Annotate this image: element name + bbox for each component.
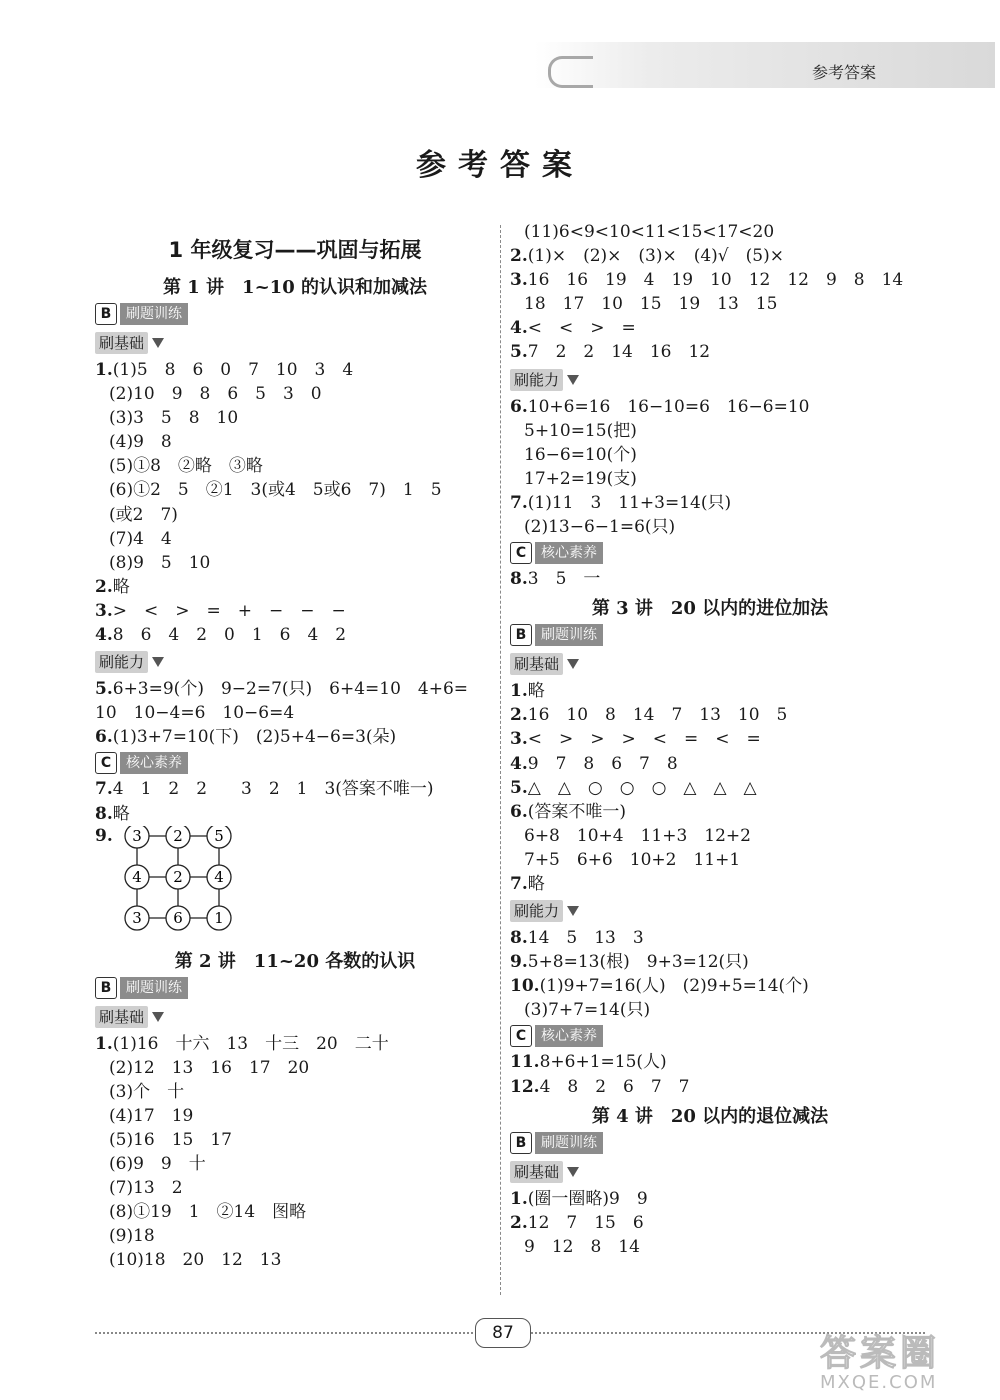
answer-line (95, 1248, 495, 1272)
answer-line (510, 491, 910, 515)
badge-b (95, 974, 495, 1002)
answer-line (95, 802, 495, 826)
section-label: 刷能力 (95, 651, 148, 673)
answer-line (510, 848, 910, 872)
section-heading (510, 649, 910, 679)
badge-label: 核心素养 (120, 752, 188, 774)
answer-line (95, 527, 495, 551)
section-heading (95, 647, 495, 677)
answer-text: 6+8 10+4 11+3 12+2 (524, 825, 751, 846)
answer-text: > < > = + − − − (112, 600, 346, 621)
answer-line (510, 950, 910, 974)
question-number: 4. (510, 318, 528, 339)
section-label: 刷基础 (95, 1006, 148, 1028)
answer-text: (1)16 十六 13 十三 20 二十 (112, 1033, 389, 1054)
answer-line (95, 725, 495, 749)
answer-line (510, 1211, 910, 1235)
answer-text: 12 7 15 6 (527, 1212, 644, 1233)
answer-line (95, 1032, 495, 1056)
header-band (535, 42, 995, 88)
badge-label: 核心素养 (535, 1025, 603, 1047)
question-number: 8. (95, 803, 113, 824)
answer-text: 9 7 8 6 7 8 (527, 753, 678, 774)
badge-label: 刷题训练 (120, 303, 188, 325)
question-number: 3. (95, 600, 113, 621)
section-heading (510, 365, 910, 395)
answer-text: (11)6<9<10<11<15<17<20 (524, 222, 775, 242)
answer-line (510, 268, 910, 292)
section-label: 刷能力 (510, 900, 563, 922)
question-number: 3. (510, 729, 528, 750)
answer-text: 4 1 2 2 3 2 1 3(答案不唯一) (112, 779, 434, 800)
answer-line (95, 1080, 495, 1104)
triangle-down-icon (152, 1012, 164, 1022)
answer-text: (7)13 2 (109, 1178, 183, 1199)
answer-line (510, 998, 910, 1022)
answer-text: (1)× (2)× (3)× (4)√ (5)× (527, 246, 784, 267)
answer-text: 9 12 8 14 (524, 1236, 640, 1257)
grid-node-value: 6 (173, 908, 183, 927)
grid-node-value: 2 (173, 867, 183, 886)
page-number: 87 (475, 1318, 531, 1348)
answer-text: (7)4 4 (109, 528, 172, 549)
triangle-down-icon (567, 1167, 579, 1177)
answer-line (510, 752, 910, 776)
question-number: 3. (510, 270, 528, 291)
grid-node-value: 1 (214, 908, 224, 927)
section-label: 刷能力 (510, 369, 563, 391)
answer-line (510, 1187, 910, 1211)
answer-text: 略 (112, 803, 130, 824)
question-number: 8. (510, 928, 528, 949)
triangle-down-icon (567, 375, 579, 385)
header-decoration (548, 56, 593, 88)
grid-node-value: 3 (132, 826, 142, 845)
answer-text: 10 10−4=6 10−6=4 (95, 703, 295, 724)
badge-b (510, 621, 910, 649)
answer-text: 8+6+1=15(人) (539, 1052, 667, 1073)
question-number: 9. (95, 825, 113, 846)
answer-line (95, 551, 495, 575)
badge-label: 刷题训练 (120, 977, 188, 999)
answer-line (510, 467, 910, 491)
section-heading (95, 328, 495, 358)
answer-text: (1)3+7=10(下) (2)5+4−6=3(朵) (112, 727, 397, 748)
question-number: 12. (510, 1076, 540, 1097)
answer-text: (1)11 3 11+3=14(只) (527, 492, 732, 513)
answer-text: 10+6=16 16−10=6 16−6=10 (527, 396, 810, 417)
question-number: 2. (510, 1212, 528, 1233)
answer-text: 略 (112, 576, 130, 597)
answer-line (510, 1235, 910, 1259)
badge-letter: C (95, 752, 117, 774)
answer-line (510, 395, 910, 419)
unit-title: 1 年级复习——巩固与拓展 (168, 238, 422, 262)
grid-node-value: 4 (132, 867, 142, 886)
question-number: 4. (510, 753, 528, 774)
answer-line (510, 244, 910, 268)
answer-line (510, 316, 910, 340)
question-number: 1. (95, 1033, 113, 1054)
lecture-title: 第 2 讲 11~20 各数的认识 (174, 950, 416, 972)
answer-text: (3)3 5 8 10 (109, 408, 239, 429)
answer-text: (3)7+7=14(只) (524, 1000, 651, 1021)
lecture-title: 第 3 讲 20 以内的进位加法 (591, 598, 829, 620)
answer-text: 16 16 19 4 19 10 12 12 9 8 14 (527, 270, 904, 291)
answer-text: (2)10 9 8 6 5 3 0 (109, 384, 322, 405)
page-title: 参考答案 (416, 148, 584, 183)
question-number: 10. (510, 976, 540, 997)
answer-text: 8 6 4 2 0 1 6 4 2 (112, 625, 347, 646)
answer-line (510, 824, 910, 848)
answer-text: (3)个 十 (109, 1081, 185, 1102)
answer-text: 略 (527, 681, 545, 702)
badge-label: 核心素养 (535, 542, 603, 564)
answer-text: △ △ ○ ○ ○ △ △ △ (527, 777, 757, 798)
badge-letter: C (510, 1025, 532, 1047)
badge-letter: B (510, 624, 532, 646)
badge-b (510, 1129, 910, 1157)
question-number: 5. (510, 777, 528, 798)
section-heading (95, 1002, 495, 1032)
answer-line (510, 515, 910, 539)
watermark (820, 1325, 990, 1395)
question-number: 1. (510, 681, 528, 702)
answer-line (510, 1075, 910, 1099)
answer-text: 16 10 8 14 7 13 10 5 (527, 705, 788, 726)
question-number: 1. (510, 1188, 528, 1209)
answer-line (510, 974, 910, 998)
answer-line (95, 382, 495, 406)
answer-line (95, 478, 495, 502)
question-number: 6. (510, 801, 528, 822)
header-title: 参考答案 (812, 63, 877, 82)
answer-text: (8)9 5 10 (109, 552, 211, 573)
answer-text: < < > = (527, 318, 636, 339)
answer-text: (1)9+7=16(人) (2)9+5=14(个) (539, 976, 809, 997)
question-number: 2. (510, 246, 528, 267)
answer-line (510, 340, 910, 364)
left-column (95, 220, 495, 1273)
answer-text: (8)①19 1 ②14 图略 (109, 1202, 307, 1223)
answer-text: (6)9 9 十 (109, 1154, 206, 1175)
section-label: 刷基础 (95, 332, 148, 354)
question-number: 5. (95, 679, 113, 700)
answer-text: (5)16 15 17 (109, 1129, 232, 1150)
answer-text: 4 8 2 6 7 7 (539, 1076, 690, 1097)
answer-text: 16−6=10(个) (524, 444, 637, 465)
answer-line (510, 220, 910, 244)
answer-text: 5+10=15(把) (524, 420, 637, 441)
answer-text: 略 (527, 873, 545, 894)
question-number: 7. (510, 873, 528, 894)
triangle-down-icon (152, 338, 164, 348)
answer-line (95, 454, 495, 478)
answer-line (510, 1050, 910, 1074)
question-number: 2. (510, 705, 528, 726)
answer-line (510, 872, 910, 896)
badge-label: 刷题训练 (535, 1132, 603, 1154)
grid-node-value: 3 (132, 908, 142, 927)
question-number: 2. (95, 576, 113, 597)
answer-line (510, 292, 910, 316)
answer-line (510, 776, 910, 800)
watermark-url: MXQE.COM (820, 1372, 938, 1393)
triangle-down-icon (567, 906, 579, 916)
answer-text: (4)9 8 (109, 432, 172, 453)
answer-line (95, 358, 495, 382)
answer-line (510, 926, 910, 950)
section-label: 刷基础 (510, 653, 563, 675)
badge-letter: C (510, 542, 532, 564)
answer-line (95, 1224, 495, 1248)
badge-c (510, 539, 910, 567)
grid-svg (109, 826, 249, 944)
question-number: 1. (95, 360, 113, 380)
badge-b (95, 300, 495, 328)
question-number: 6. (95, 727, 113, 748)
answer-line (95, 623, 495, 647)
answer-text: 6+3=9(个) 9−2=7(只) 6+4=10 4+6= (112, 679, 469, 700)
answer-line (95, 1056, 495, 1080)
answer-text: (10)18 20 12 13 (109, 1250, 282, 1271)
question-number: 11. (510, 1052, 540, 1073)
badge-c (510, 1022, 910, 1050)
answer-line (95, 1200, 495, 1224)
right-column (510, 220, 910, 1259)
grid-node-value: 5 (214, 826, 224, 845)
triangle-down-icon (567, 659, 579, 669)
grid-node-value: 4 (214, 867, 224, 886)
answer-line (510, 679, 910, 703)
section-heading (510, 1157, 910, 1187)
number-grid-diagram (95, 826, 495, 944)
answer-line (95, 777, 495, 801)
answer-text: (6)①2 5 ②1 3(或4 5或6 7) 1 5 (109, 480, 442, 501)
question-number: 4. (95, 625, 113, 646)
answer-line (510, 727, 910, 751)
answer-line (95, 430, 495, 454)
lecture-title: 第 1 讲 1~10 的认识和加减法 (163, 277, 427, 298)
answer-line (95, 701, 495, 725)
question-number: 7. (510, 492, 528, 513)
answer-line (95, 575, 495, 599)
answer-line (510, 800, 910, 824)
question-number: 7. (95, 779, 113, 800)
answer-line (510, 419, 910, 443)
answer-line (95, 503, 495, 527)
watermark-logo: 答案圈 (820, 1333, 941, 1374)
answer-text: (4)17 19 (109, 1105, 194, 1126)
answer-line (510, 443, 910, 467)
badge-letter: B (510, 1132, 532, 1154)
answer-line (95, 677, 495, 701)
question-number: 9. (510, 952, 528, 973)
answer-text: 17+2=19(支) (524, 468, 637, 489)
answer-text: 14 5 13 3 (527, 928, 644, 949)
answer-text: 5+8=13(根) 9+3=12(只) (527, 952, 749, 973)
answer-text: 3 5 一 (527, 569, 601, 590)
answer-text: 18 17 10 15 19 13 15 (524, 294, 778, 315)
answer-line (95, 1152, 495, 1176)
badge-c (95, 749, 495, 777)
badge-letter: B (95, 303, 117, 325)
answer-line (510, 567, 910, 591)
badge-label: 刷题训练 (535, 624, 603, 646)
section-heading (510, 896, 910, 926)
column-divider (500, 225, 501, 1295)
answer-line (510, 703, 910, 727)
badge-letter: B (95, 977, 117, 999)
section-label: 刷基础 (510, 1161, 563, 1183)
answer-line (95, 406, 495, 430)
answer-text: (2)13−6−1=6(只) (524, 517, 676, 538)
triangle-down-icon (152, 657, 164, 667)
answer-text: (圈一圈略)9 9 (527, 1188, 648, 1209)
answer-text: 7+5 6+6 10+2 11+1 (524, 849, 741, 870)
answer-text: (或2 7) (109, 504, 178, 525)
lecture-title: 第 4 讲 20 以内的退位减法 (591, 1105, 829, 1127)
answer-text: (9)18 (109, 1226, 155, 1247)
question-number: 5. (510, 342, 528, 363)
answer-text: (2)12 13 16 17 20 (109, 1057, 310, 1078)
answer-text: (答案不唯一) (527, 801, 627, 822)
answer-line (95, 1128, 495, 1152)
answer-text: (1)5 8 6 0 7 10 3 4 (112, 360, 354, 380)
question-number: 6. (510, 396, 528, 417)
answer-text: (5)①8 ②略 ③略 (109, 456, 263, 477)
grid-node-value: 2 (173, 826, 183, 845)
answer-text: < > > > < = < = (527, 729, 761, 750)
answer-line (95, 599, 495, 623)
answer-text: 7 2 2 14 16 12 (527, 342, 711, 363)
answer-line (95, 1104, 495, 1128)
answer-line (95, 1176, 495, 1200)
question-number: 8. (510, 569, 528, 590)
